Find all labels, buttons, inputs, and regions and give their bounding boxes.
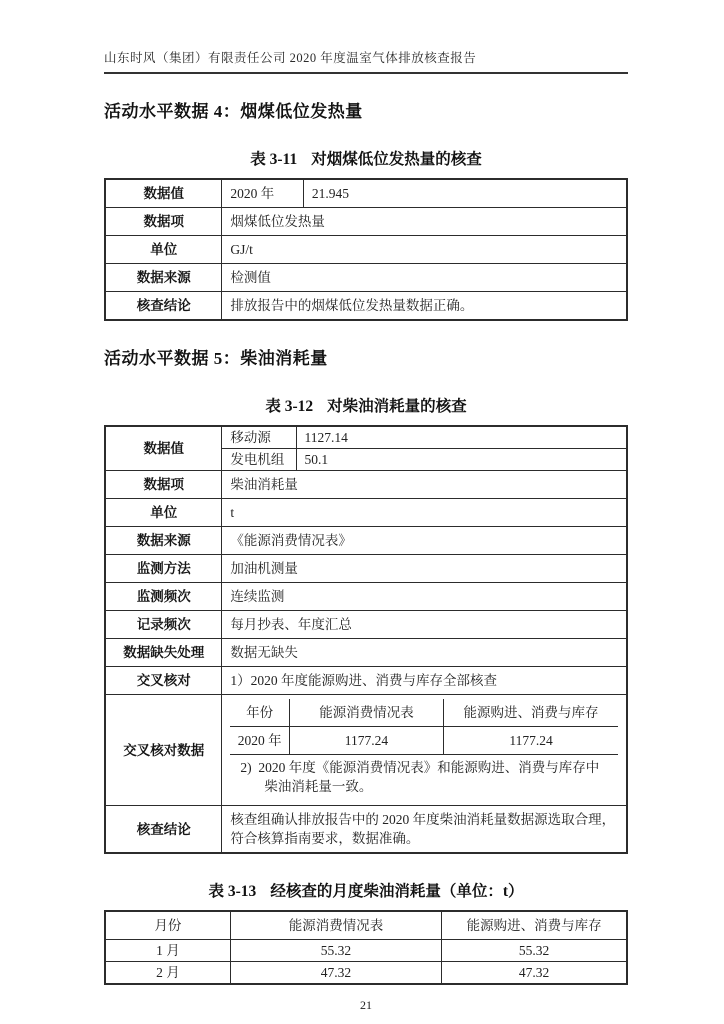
table-3-13-caption — [104, 879, 628, 901]
row-label: 数据缺失处理 — [105, 639, 222, 667]
row-label: 监测方法 — [105, 555, 222, 583]
source-value: 1127.14 — [296, 426, 627, 449]
table-3-12-caption — [104, 394, 628, 416]
page-number: 21 — [360, 998, 372, 1012]
table-3-12-caption-number: 表 3-12 — [265, 398, 314, 415]
table-row — [105, 940, 627, 962]
source-key: 发电机组 — [222, 449, 296, 471]
cell-month: 2 月 — [105, 962, 230, 985]
column-header: 能源购进、消费与库存 — [442, 911, 627, 940]
row-label: 核查结论 — [105, 292, 222, 321]
cell-value: 1177.24 — [444, 727, 618, 755]
row-value: 1）2020 年度能源购进、消费与库存全部核查 — [222, 667, 627, 695]
row-label: 交叉核对数据 — [105, 695, 222, 806]
table-3-13-caption-number: 表 3-13 — [208, 883, 257, 900]
row-value: 每月抄表、年度汇总 — [222, 611, 627, 639]
table-row-cross-check — [105, 695, 627, 806]
row-label: 记录频次 — [105, 611, 222, 639]
source-value: 50.1 — [296, 449, 627, 471]
row-year: 2020 年 — [222, 179, 303, 208]
running-header-text: 山东时风（集团）有限责任公司 2020 年度温室气体排放核查报告 — [104, 51, 477, 65]
cell-year: 2020 年 — [230, 727, 289, 755]
table-3-11 — [104, 178, 628, 321]
table-row — [105, 426, 627, 449]
cross-check-data-row — [230, 727, 618, 755]
table-row — [105, 806, 627, 854]
table-3-11-caption-number: 表 3-11 — [250, 151, 298, 168]
table-row — [105, 639, 627, 667]
column-header: 能源消费情况表 — [289, 699, 443, 727]
cross-check-table — [230, 699, 618, 801]
table-row — [105, 499, 627, 527]
row-value: 检测值 — [222, 264, 627, 292]
row-label: 数据来源 — [105, 264, 222, 292]
cell-month: 1 月 — [105, 940, 230, 962]
row-label: 交叉核对 — [105, 667, 222, 695]
table-row — [105, 527, 627, 555]
table-3-12-caption-title: 对柴油消耗量的核查 — [327, 398, 467, 415]
source-key: 移动源 — [222, 426, 296, 449]
table-row — [105, 264, 627, 292]
row-label: 数据项 — [105, 471, 222, 499]
table-3-11-caption-title: 对烟煤低位发热量的核查 — [311, 151, 482, 168]
column-header: 能源消费情况表 — [230, 911, 441, 940]
row-value: 数据无缺失 — [222, 639, 627, 667]
cross-check-header-row — [230, 699, 618, 727]
row-value: GJ/t — [222, 236, 627, 264]
row-value: 排放报告中的烟煤低位发热量数据正确。 — [222, 292, 627, 321]
row-label: 核查结论 — [105, 806, 222, 854]
table-row — [105, 208, 627, 236]
row-value: 核查组确认排放报告中的 2020 年度柴油消耗量数据源选取合理，符合核算指南要求，数据准确。 — [222, 806, 627, 854]
table-row — [105, 583, 627, 611]
row-label: 数据值 — [105, 179, 222, 208]
cell-value: 55.32 — [442, 940, 627, 962]
row-label: 单位 — [105, 236, 222, 264]
table-row — [105, 667, 627, 695]
row-value: 《能源消费情况表》 — [222, 527, 627, 555]
row-label: 数据值 — [105, 426, 222, 471]
table-row — [105, 179, 627, 208]
row-value: 连续监测 — [222, 583, 627, 611]
row-value: 21.945 — [303, 179, 627, 208]
table-row — [105, 962, 627, 985]
row-label: 监测频次 — [105, 583, 222, 611]
row-value: 烟煤低位发热量 — [222, 208, 627, 236]
row-value: t — [222, 499, 627, 527]
row-label: 单位 — [105, 499, 222, 527]
table-3-13 — [104, 910, 628, 985]
cell-value: 55.32 — [230, 940, 441, 962]
table-3-13-caption-title: 经核查的月度柴油消耗量（单位：t） — [270, 883, 524, 900]
section-heading-activity-data-4: 活动水平数据 4：烟煤低位发热量 — [104, 102, 363, 121]
cross-check-note-row — [230, 755, 618, 802]
column-header: 月份 — [105, 911, 230, 940]
section-heading-activity-data-5: 活动水平数据 5：柴油消耗量 — [104, 349, 328, 368]
row-value: 柴油消耗量 — [222, 471, 627, 499]
running-header — [104, 48, 628, 74]
table-3-12 — [104, 425, 628, 854]
cell-value: 47.32 — [442, 962, 627, 985]
row-label: 数据来源 — [105, 527, 222, 555]
table-row — [105, 471, 627, 499]
header-row — [105, 911, 627, 940]
table-3-11-caption — [104, 147, 628, 169]
cell-value: 47.32 — [230, 962, 441, 985]
cross-check-data-cell — [222, 695, 627, 806]
cross-check-note: 2) 2020 年度《能源消费情况表》和能源购进、消费与库存中柴油消耗量一致。 — [230, 755, 618, 802]
table-row — [105, 555, 627, 583]
table-row — [105, 292, 627, 321]
row-value: 加油机测量 — [222, 555, 627, 583]
table-row — [105, 236, 627, 264]
row-label: 数据项 — [105, 208, 222, 236]
cell-value: 1177.24 — [289, 727, 443, 755]
column-header: 年份 — [230, 699, 289, 727]
table-row — [105, 611, 627, 639]
column-header: 能源购进、消费与库存 — [444, 699, 618, 727]
